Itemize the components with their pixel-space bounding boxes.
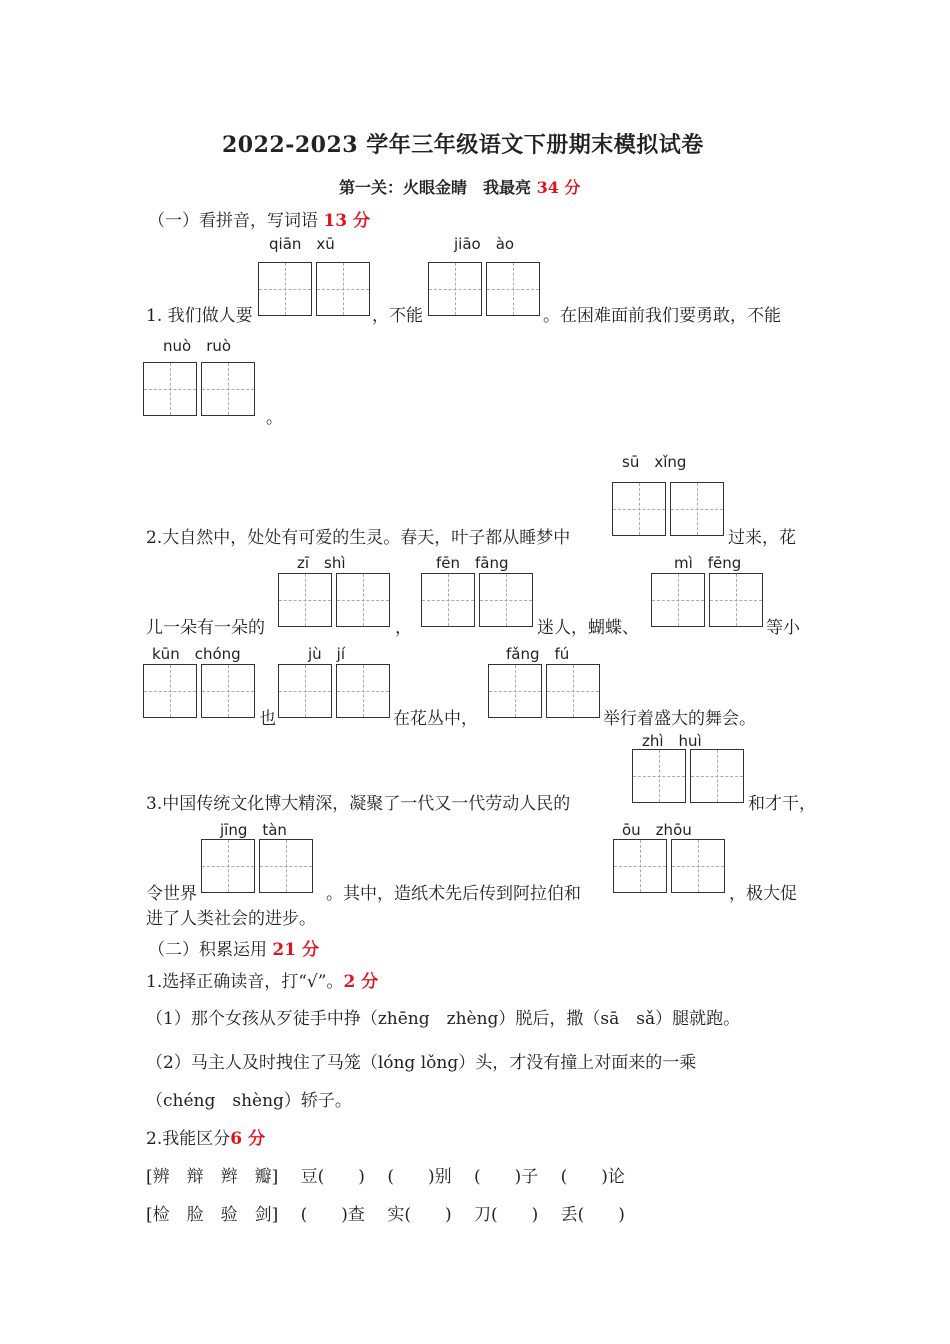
q5-row-2: [检 脸 验 剑] ( )查 实( ) 刀( ) 丢( ) [146, 1205, 625, 1225]
q3-text-2: 和才干， [748, 794, 816, 814]
q2-text-2: 过来，花 [728, 528, 796, 548]
q2-text-3: 儿一朵有一朵的 [146, 618, 265, 638]
q2-text-7: 也 [259, 709, 276, 729]
section-1-score: 34 分 [536, 178, 581, 197]
q5-heading [146, 1124, 265, 1149]
writing-box[interactable] [670, 482, 724, 536]
q1-text-1: 1. 我们做人要 [146, 306, 253, 326]
q3-text-4: 。其中，造纸术先后传到阿拉伯和 [326, 884, 581, 904]
q5-score: 6 分 [230, 1129, 265, 1149]
q3-text-1: 3.中国传统文化博大精深，凝聚了一代又一代劳动人民的 [146, 794, 571, 814]
q2-text-5: 迷人，蝴蝶、 [537, 618, 639, 638]
q2-text-9: 举行着盛大的舞会。 [603, 709, 756, 729]
pinyin-kun-chong: kūn chóng [152, 645, 241, 663]
writing-box[interactable] [336, 664, 390, 718]
writing-box[interactable] [632, 749, 686, 803]
writing-box[interactable] [488, 664, 542, 718]
q5-label: 2.我能区分 [146, 1129, 231, 1149]
section-1-label: 第一关：火眼金睛 我最亮 [339, 178, 537, 197]
q1-text-2: ，不能 [372, 306, 423, 326]
writing-box[interactable] [316, 262, 370, 316]
q4-score: 2 分 [343, 972, 379, 992]
pinyin-fang-fu: fǎng fú [506, 645, 570, 663]
pinyin-jing-tan: jīng tàn [220, 821, 287, 839]
writing-box[interactable] [258, 262, 312, 316]
q2-text-1: 2.大自然中，处处有可爱的生灵。春天，叶子都从睡梦中 [146, 528, 571, 548]
part-2-heading [148, 935, 319, 960]
q4-label: 1.选择正确读音，打“√”。 [146, 972, 344, 992]
q3-text-5: ，极大促 [729, 884, 797, 904]
writing-box[interactable] [486, 262, 540, 316]
q2-text-8: 在花丛中， [393, 709, 478, 729]
writing-box[interactable] [336, 573, 390, 627]
q3-text-3: 令世界 [146, 884, 197, 904]
q1-text-4: 。 [266, 408, 283, 428]
writing-box[interactable] [671, 839, 725, 893]
writing-box[interactable] [278, 664, 332, 718]
writing-box[interactable] [201, 664, 255, 718]
writing-box[interactable] [428, 262, 482, 316]
q4-sentence-3: （chéng shèng）轿子。 [146, 1091, 352, 1111]
pinyin-nuo-ruo: nuò ruò [163, 337, 232, 355]
writing-box[interactable] [421, 573, 475, 627]
q4-heading [146, 967, 378, 992]
writing-box[interactable] [143, 664, 197, 718]
writing-box[interactable] [278, 573, 332, 627]
writing-box[interactable] [259, 839, 313, 893]
part-1-label: （一）看拼音，写词语 [148, 211, 324, 231]
pinyin-fen-fang: fēn fāng [436, 554, 509, 572]
pinyin-ou-zhou: ōu zhōu [622, 821, 692, 839]
pinyin-zhi-hui: zhì huì [642, 732, 702, 750]
pinyin-qian-xu: qiān xū [269, 235, 335, 253]
part-2-score: 21 分 [272, 940, 319, 960]
writing-box[interactable] [651, 573, 705, 627]
q4-sentence-2: （2）马主人及时拽住了马笼（lóng lǒng）头，才没有撞上对面来的一乘 [146, 1053, 697, 1073]
writing-box[interactable] [143, 362, 197, 416]
q4-sentence-1: （1）那个女孩从歹徒手中挣（zhēng zhèng）脱后，撒（sā sǎ）腿就跑。 [146, 1009, 741, 1029]
part-2-label: （二）积累运用 [148, 940, 273, 960]
page-title: 2022-2023 学年三年级语文下册期末模拟试卷 [222, 132, 704, 158]
q2-text-4: ， [395, 618, 412, 638]
part-1-score: 13 分 [323, 211, 370, 231]
writing-box[interactable] [613, 839, 667, 893]
pinyin-ju-ji: jù jí [308, 645, 346, 663]
writing-box[interactable] [612, 482, 666, 536]
writing-box[interactable] [709, 573, 763, 627]
writing-box[interactable] [690, 749, 744, 803]
section-1-heading [339, 175, 580, 198]
q5-row-1: [辨 辩 辫 瓣] 豆( ) ( )别 ( )子 ( )论 [146, 1167, 625, 1187]
pinyin-zi-shi: zī shì [297, 554, 346, 572]
pinyin-jiao-ao: jiāo ào [454, 235, 515, 253]
q3-text-6: 进了人类社会的进步。 [146, 909, 316, 929]
part-1-heading [148, 206, 370, 231]
pinyin-mi-feng: mì fēng [674, 554, 742, 572]
writing-box[interactable] [201, 362, 255, 416]
pinyin-su-xing: sū xǐng [622, 453, 687, 471]
q1-text-3: 。在困难面前我们要勇敢，不能 [543, 306, 781, 326]
writing-box[interactable] [201, 839, 255, 893]
writing-box[interactable] [479, 573, 533, 627]
writing-box[interactable] [546, 664, 600, 718]
q2-text-6: 等小 [766, 618, 800, 638]
